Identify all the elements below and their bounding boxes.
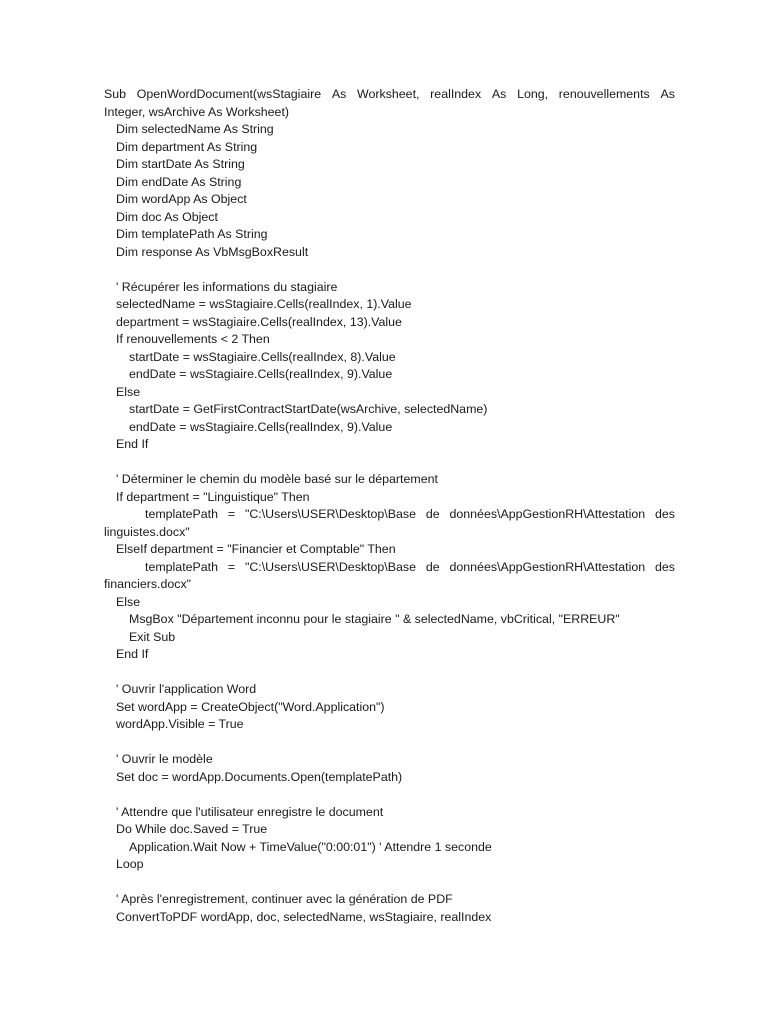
code-line-declaration: Dim doc As Object	[116, 209, 218, 224]
code-word: des	[654, 507, 675, 521]
code-word: "C:\Users\USER\Desktop\Base	[244, 507, 416, 521]
code-line-declaration: Dim endDate As String	[116, 174, 242, 189]
code-word: As	[491, 87, 507, 101]
code-comment: ' Ouvrir l'application Word	[116, 682, 257, 696]
code-word: =	[227, 559, 236, 574]
code-word: des	[654, 559, 675, 574]
code-word: "C:\Users\USER\Desktop\Base	[244, 559, 416, 574]
code-comment: ' Après l'enregistrement, continuer avec la génération de PDF	[116, 892, 453, 906]
code-line: Integer, wsArchive As Worksheet)	[104, 104, 290, 119]
document-page	[104, 86, 675, 926]
code-word: données\AppGestionRH\Attestation	[449, 559, 646, 574]
code-comment: ' Récupérer les informations du stagiaire	[116, 279, 338, 294]
code-line-template-path	[104, 506, 675, 524]
code-line: ConvertToPDF wordApp, doc, selectedName, wsStagiaire, realIndex	[116, 909, 492, 924]
code-line-declaration: Dim selectedName As String	[116, 122, 274, 136]
code-comment: ' Déterminer le chemin du modèle basé sur le département	[116, 472, 438, 486]
code-line: Set wordApp = CreateObject("Word.Application")	[116, 699, 385, 714]
code-word: As	[660, 87, 675, 101]
code-line-declaration: Dim response As VbMsgBoxResult	[116, 244, 309, 259]
code-line: endDate = wsStagiaire.Cells(realIndex, 9).Value	[129, 367, 393, 381]
code-word: Sub	[104, 87, 127, 101]
code-word: de	[425, 507, 440, 521]
blank-line	[104, 786, 675, 804]
code-line: End If	[116, 647, 149, 661]
code-word: renouvellements	[558, 87, 650, 101]
code-word: Worksheet,	[357, 87, 420, 101]
code-line: linguistes.docx"	[104, 524, 190, 539]
code-line-declaration: Dim startDate As String	[116, 157, 245, 171]
code-line: startDate = wsStagiaire.Cells(realIndex, 8).Value	[129, 349, 396, 364]
blank-line	[104, 664, 675, 682]
code-line: MsgBox "Département inconnu pour le stagiaire " & selectedName, vbCritical, "ERREUR"	[129, 612, 620, 626]
code-line-declaration: Dim wordApp As Object	[116, 192, 247, 206]
code-word: As	[331, 87, 347, 101]
code-line: financiers.docx"	[104, 577, 192, 591]
code-line: Set doc = wordApp.Documents.Open(templatePath)	[116, 769, 403, 784]
code-line: Else	[116, 384, 141, 399]
code-word: Long,	[517, 87, 549, 101]
blank-line	[104, 454, 675, 472]
blank-line	[104, 261, 675, 279]
blank-line	[104, 734, 675, 752]
blank-line	[104, 874, 675, 892]
code-line: If department = "Linguistique" Then	[116, 489, 310, 504]
code-comment: ' Ouvrir le modèle	[116, 752, 213, 766]
code-word: =	[227, 507, 236, 521]
code-line: Do While doc.Saved = True	[116, 822, 268, 836]
code-line: If renouvellements < 2 Then	[116, 332, 270, 346]
code-word: templatePath	[145, 507, 219, 521]
code-word: OpenWordDocument(wsStagiaire	[136, 87, 322, 101]
code-comment: ' Attendre que l'utilisateur enregistre le document	[116, 804, 384, 819]
code-line-declaration: Dim department As String	[116, 139, 258, 154]
code-line: Application.Wait Now + TimeValue("0:00:01") ' Attendre 1 seconde	[129, 839, 492, 854]
code-line: department = wsStagiaire.Cells(realIndex, 13).Value	[116, 314, 402, 329]
code-line-template-path	[104, 559, 675, 577]
code-line-sub-header	[104, 86, 675, 104]
code-word: realIndex	[430, 87, 482, 101]
code-line: startDate = GetFirstContractStartDate(wsArchive, selectedName)	[129, 402, 488, 416]
code-word: templatePath	[145, 559, 219, 574]
code-line-declaration: Dim templatePath As String	[116, 227, 268, 241]
code-line: selectedName = wsStagiaire.Cells(realIndex, 1).Value	[116, 297, 412, 311]
code-line: wordApp.Visible = True	[116, 717, 244, 731]
code-word: données\AppGestionRH\Attestation	[449, 507, 646, 521]
code-line: endDate = wsStagiaire.Cells(realIndex, 9).Value	[129, 419, 393, 434]
code-line: ElseIf department = "Financier et Comptable" Then	[116, 542, 396, 556]
code-line: End If	[116, 437, 149, 451]
code-word: de	[425, 559, 440, 574]
code-line: Loop	[116, 857, 144, 871]
code-line: Exit Sub	[129, 629, 176, 644]
code-line: Else	[116, 594, 141, 609]
